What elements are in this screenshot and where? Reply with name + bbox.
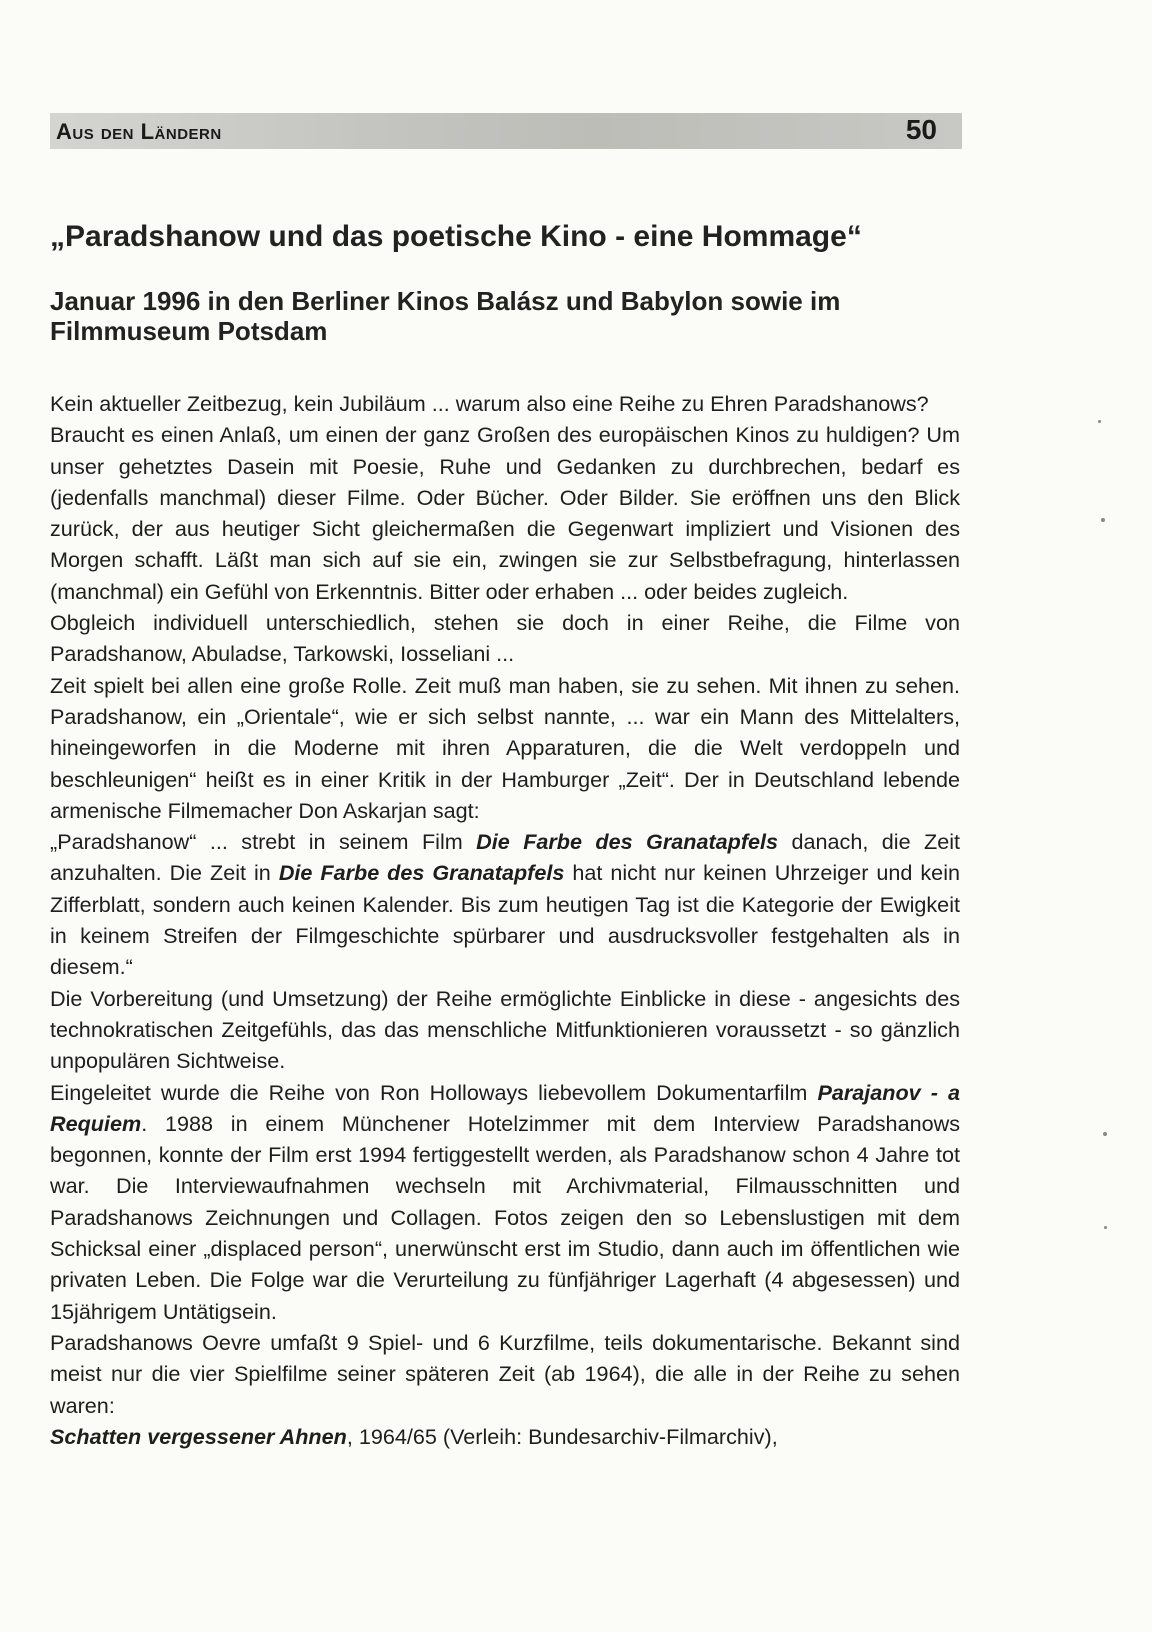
article-body (50, 388, 960, 1452)
paragraph: Zeit spielt bei allen eine große Rolle. Zeit muß man haben, sie zu sehen. Mit ihnen zu sehen. Paradshanow, ein „Orientale“, wie er sich selbst nannte, ... war ein Mann des Mittelalters, hineingeworfen in die Moderne mit ihren Apparaturen, die die Welt verdoppeln und beschleunigen“ heißt es in einer Kritik in der Hamburger „Zeit“. Der in Deutschland lebende armenische Filmemacher Don Askarjan sagt: (50, 672, 960, 823)
page-number: 50 (905, 114, 937, 145)
text-run: . 1988 in einem Münchener Hotelzimmer mit dem Interview Paradshanows begonnen, konnte der Film erst 1994 fertiggestellt werden, als Paradshanow schon 4 Jahre tot war. Die Interviewaufnahmen wechseln mit Archivmaterial, Filmausschnitten und Paradshanows Zeichnungen und Collagen. Fotos zeigen den so Lebenslustigen mit dem Schicksal einer „displaced person“, unerwünscht erst im Studio, dann auch im öffentlichen wie privaten Leben. Die Folge war die Verurteilung zu fünfjähriger Lagerhaft (4 abgesessen) und 15jährigem Untätigsein. (50, 1110, 960, 1324)
paragraph: Paradshanows Oevre umfaßt 9 Spiel- und 6 Kurzfilme, teils dokumentarische. Bekannt sind meist nur die vier Spielfilme seiner späteren Zeit (ab 1964), die alle in der Reihe zu sehen waren: (50, 1329, 960, 1418)
paragraph: Braucht es einen Anlaß, um einen der ganz Großen des europäischen Kinos zu huldigen? Um unser gehetztes Dasein mit Poesie, Ruhe und Gedanken zu durchbrechen, bedarf es (jedenfalls manchmal) dieser Filme. Oder Bücher. Oder Bilder. Sie eröffnen uns den Blick zurück, der aus heutiger Sicht gleichermaßen die Gegenwart impliziert und Visionen des Morgen schafft. Läßt man sich auf sie ein, zwingen sie zur Selbstbefragung, hinterlassen (manchmal) ein Gefühl von Erkenntnis. Bitter oder erhaben ... oder beides zugleich. (50, 422, 960, 604)
text-run: danach, die Zeit anzuhalten. Die Zeit in (50, 829, 961, 886)
text-run: , 1964/65 (Verleih: Bundesarchiv-Filmarchiv), (346, 1423, 778, 1449)
film-title: Die Farbe des Granatapfels (278, 860, 565, 886)
film-title: Die Farbe des Granatapfels (476, 829, 779, 855)
text-run: „Paradshanow“ ... strebt in seinem Film (50, 829, 477, 855)
section-heading: Aus den Ländern (56, 119, 222, 144)
scan-speck (1098, 420, 1101, 423)
scan-speck (1103, 1132, 1107, 1136)
quote-paragraph (50, 826, 960, 982)
text-run: Eingeleitet wurde die Reihe von Ron Holloways liebevollem Dokumentarfilm (50, 1079, 818, 1105)
paragraph: Obgleich individuell unterschiedlich, stehen sie doch in einer Reihe, die Filme von Paradshanow, Abuladse, Tarkowski, Iosseliani ... (50, 610, 960, 667)
paragraph (50, 1421, 960, 1452)
paragraph: Kein aktueller Zeitbezug, kein Jubiläum ... warum also eine Reihe zu Ehren Paradshanows? (50, 391, 929, 416)
paragraph (50, 1077, 960, 1327)
paragraph: Die Vorbereitung (und Umsetzung) der Reihe ermöglichte Einblicke in diese - angesichts des technokratischen Zeitgefühls, das das menschliche Mitfunktionieren voraussetzt - so gänzlich unpopulären Sichtweise. (50, 985, 960, 1074)
film-title: Schatten vergessener Ahnen (50, 1423, 347, 1449)
scan-speck (1104, 1226, 1107, 1229)
article-title: „Paradshanow und das poetische Kino - eine Hommage“ (50, 220, 862, 253)
article-subtitle: Januar 1996 in den Berliner Kinos Balász und Babylon sowie im Filmmuseum Potsdam (50, 286, 841, 346)
text-run: hat nicht nur keinen Uhrzeiger und kein Zifferblatt, sondern auch keinen Kalender. Bis zum heutigen Tag ist die Kategorie der Ewigkeit in keinem Streifen der Filmgeschichte spürbarer und ausdrucksvoller festgehalten als in diesem.“ (50, 860, 960, 980)
film-title: Parajanov - a Requiem (50, 1079, 960, 1136)
scan-speck (1101, 518, 1105, 522)
